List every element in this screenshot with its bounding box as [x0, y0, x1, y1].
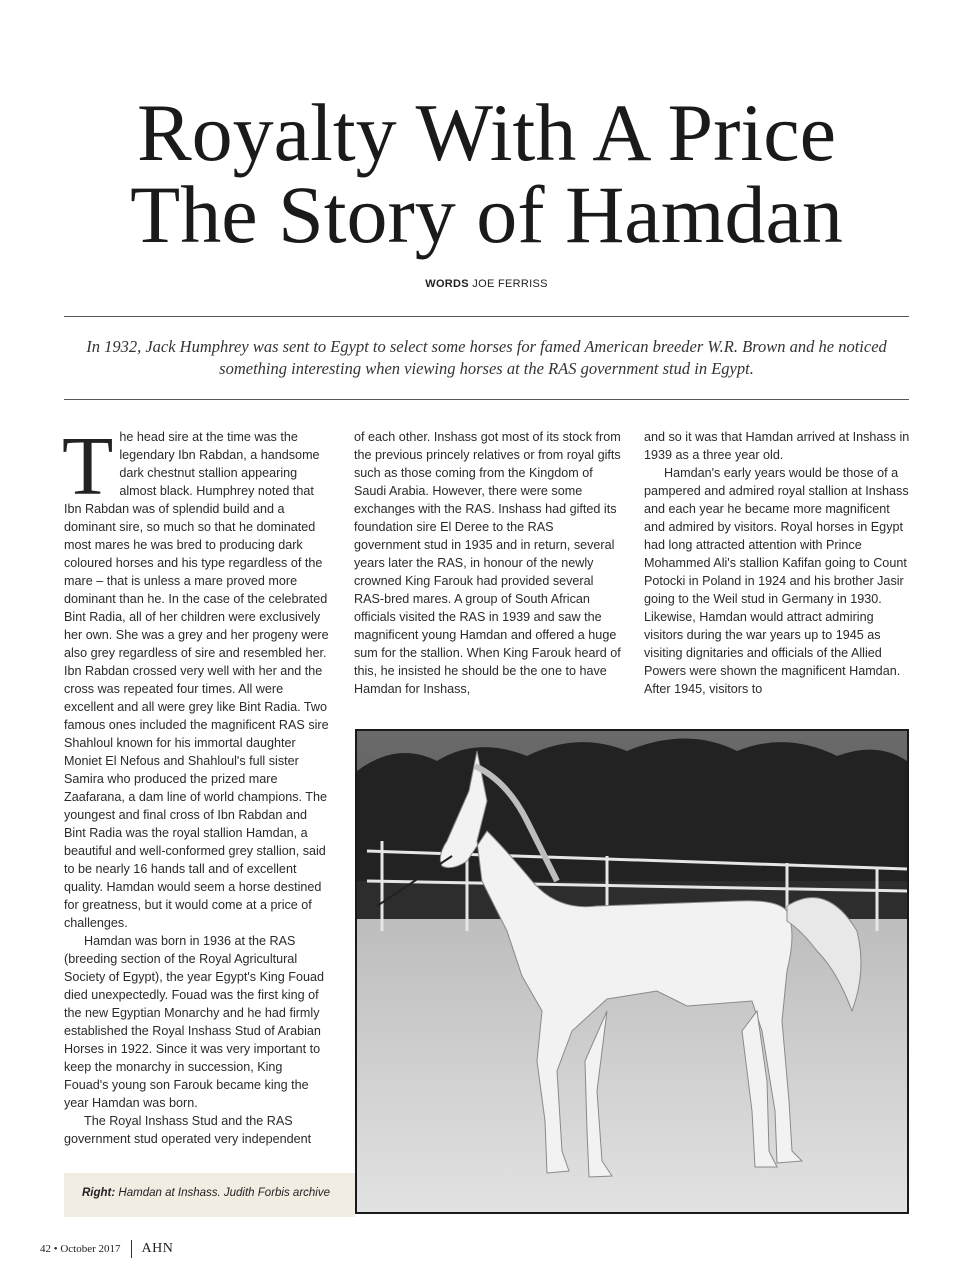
byline-author: JOE FERRISS [472, 278, 548, 290]
photo-caption [82, 1187, 330, 1199]
magazine-name: AHN [141, 1241, 174, 1256]
caption-label: Right: [82, 1187, 116, 1199]
paragraph: he head sire at the time was the legendary Ibn Rabdan, a handsome dark chestnut stallion appearing almost black. Humphrey noted that Ibn Rabdan was of splendid build and a dominant sire, so much so that he dominated most mares he was bred to producing dark coloured horses and his type regardless of the mare – that is unless a mare proved more dominant than he. In the case of the celebrated Bint Radia, all of her children were exclusively her own. She was a grey and her progeny were also grey regardless of sire and resembled her. Ibn Rabdan crossed very well with her and the cross was repeated four times. All were excellent and all were grey like Bint Radia. Two famous ones included the magnificent RAS sire Shahloul known for his immortal daughter Moniet El Nefous and Shahloul's full sister Samira who produced the prized mare Zaafarana, a dam line of world champions. The youngest and final cross of Ibn Rabdan and Bint Radia was the royal stallion Hamdan, a beautiful and well-conformed grey stallion, said to be nearly 16 hands tall and of excellent quality. Hamdan would seem a horse destined for greatness, but it would come at a price of challenges. [64, 430, 329, 930]
body-column-2 [354, 428, 622, 698]
byline [0, 278, 973, 290]
body-column-1 [62, 420, 330, 1148]
drop-cap: T [62, 420, 114, 513]
paragraph: Hamdan's early years would be those of a pampered and admired royal stallion at Inshass and each year he became more magnificent and admired by visitors. Royal horses in Egypt had long attracted attention with Prince Mohammed Ali's stallion Kafifan going to Count Potocki in Poland in 1924 and his brother Jasir going to the Weil stud in Germany in 1930. Likewise, Hamdan would attract admiring visitors during the war years up to 1945 as visiting dignitaries and officials of the Allied Powers were shown the magnificent Hamdan. After 1945, visitors to [644, 466, 909, 696]
paragraph: and so it was that Hamdan arrived at Inshass in 1939 as a three year old. [644, 430, 910, 462]
body-column-3 [644, 428, 914, 698]
standfirst: In 1932, Jack Humphrey was sent to Egypt to select some horses for famed American breeder W.R. Brown and he noticed something interesting when viewing horses at the RAS government stud in Egypt. [86, 337, 887, 378]
byline-label: WORDS [425, 278, 469, 290]
caption-text: Hamdan at Inshass. Judith Forbis archive [118, 1187, 330, 1199]
bottom-divider [64, 399, 909, 400]
footer-divider [131, 1240, 132, 1258]
top-divider [64, 316, 909, 317]
page-number-date: 42 • October 2017 [40, 1243, 121, 1255]
paragraph: The Royal Inshass Stud and the RAS government stud operated very independent [64, 1114, 312, 1146]
article-title-line-1: Royalty With A Price [136, 87, 836, 178]
paragraph: of each other. Inshass got most of its stock from the previous princely relatives or from royal gifts such as those coming from the Kingdom of Saudi Arabia. However, there were some exchanges with the RAS. Inshass had gifted its foundation sire El Deree to the RAS government stud in 1935 and in return, several years later the RAS, in honour of the newly crowned King Farouk had provided several RAS-bred mares. A group of South African officials visited the RAS in 1939 and saw the magnificent young Hamdan and offered a huge sum for the stallion. When King Farouk heard of this, he insisted he should be the one to have Hamdan for Inshass, [354, 430, 621, 696]
horse-photo [355, 729, 909, 1214]
article-title-line-2: The Story of Hamdan [130, 169, 843, 260]
page-footer [40, 1240, 173, 1258]
paragraph: Hamdan was born in 1936 at the RAS (breeding section of the Royal Agricultural Society of Egypt), the year Egypt's King Fouad died unexpectedly. Fouad was the first king of the new Egyptian Monarchy and he had firmly established the Royal Inshass Stud of Arabian Horses in 1922. Since it was very important to keep the monarchy in succession, King Fouad's young son Farouk became king the year Hamdan was born. [64, 934, 325, 1110]
